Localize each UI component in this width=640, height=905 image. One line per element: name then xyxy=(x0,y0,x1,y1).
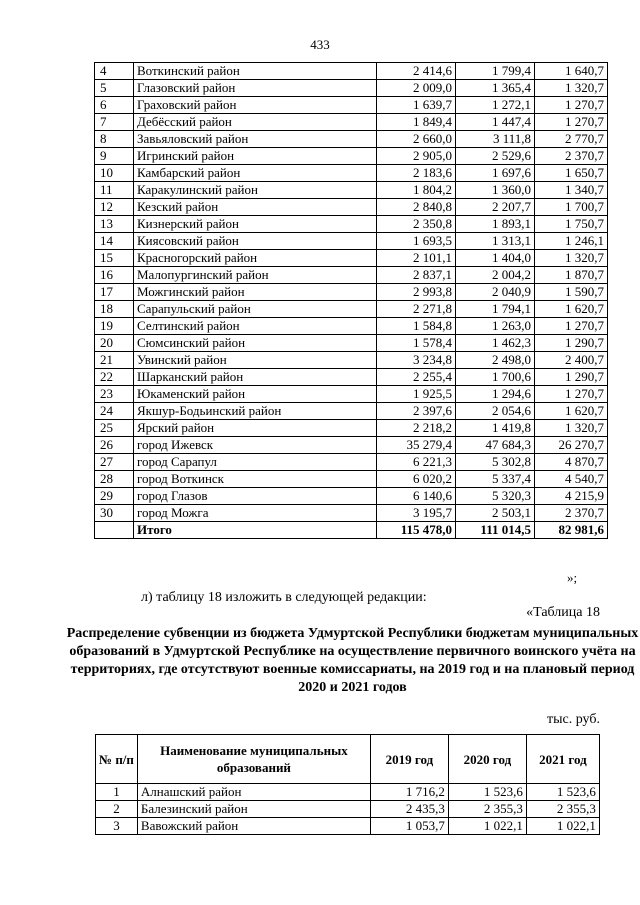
table-row xyxy=(95,403,608,420)
table-row xyxy=(95,199,608,216)
row-num: 30 xyxy=(95,505,134,522)
row-2021: 4 215,9 xyxy=(535,488,608,505)
row-num: 14 xyxy=(95,233,134,250)
table-row xyxy=(95,488,608,505)
row-2021: 1 022,1 xyxy=(526,818,599,835)
row-name: Игринский район xyxy=(134,148,377,165)
row-2019: 2 993,8 xyxy=(377,284,456,301)
row-2020: 1 365,4 xyxy=(456,80,535,97)
row-2021: 4 540,7 xyxy=(535,471,608,488)
table-row xyxy=(95,454,608,471)
row-2021: 1 870,7 xyxy=(535,267,608,284)
row-2021: 1 590,7 xyxy=(535,284,608,301)
row-name: Граховский район xyxy=(134,97,377,114)
row-2021: 1 270,7 xyxy=(535,114,608,131)
table-header-row xyxy=(96,735,600,784)
row-name: Дебёсский район xyxy=(134,114,377,131)
row-2019: 3 234,8 xyxy=(377,352,456,369)
row-name: город Глазов xyxy=(134,488,377,505)
row-2020: 1 404,0 xyxy=(456,250,535,267)
row-2019: 2 660,0 xyxy=(377,131,456,148)
row-2020: 47 684,3 xyxy=(456,437,535,454)
row-name: Юкаменский район xyxy=(134,386,377,403)
row-2021: 2 400,7 xyxy=(535,352,608,369)
row-num: 5 xyxy=(95,80,134,97)
row-2020: 1 447,4 xyxy=(456,114,535,131)
table-row xyxy=(95,369,608,386)
row-2020: 2 355,3 xyxy=(448,801,526,818)
table-row xyxy=(96,801,600,818)
row-num: 24 xyxy=(95,403,134,420)
row-2021: 2 770,7 xyxy=(535,131,608,148)
row-name: Каракулинский район xyxy=(134,182,377,199)
row-2020: 1 022,1 xyxy=(448,818,526,835)
row-2020: 1 462,3 xyxy=(456,335,535,352)
total-2020: 111 014,5 xyxy=(456,522,535,539)
table-row xyxy=(95,80,608,97)
header-num: № п/п xyxy=(96,735,138,784)
row-name: Красногорский район xyxy=(134,250,377,267)
table-total-row xyxy=(95,522,608,539)
row-num: 4 xyxy=(95,63,134,80)
row-2019: 35 279,4 xyxy=(377,437,456,454)
row-2020: 1 360,0 xyxy=(456,182,535,199)
row-name: Якшур-Бодьинский район xyxy=(134,403,377,420)
row-num: 10 xyxy=(95,165,134,182)
row-name: Ярский район xyxy=(134,420,377,437)
row-name: Завьяловский район xyxy=(134,131,377,148)
table-row xyxy=(95,284,608,301)
row-2020: 1 799,4 xyxy=(456,63,535,80)
row-num: 1 xyxy=(96,784,138,801)
row-name: Балезинский район xyxy=(137,801,370,818)
row-num: 9 xyxy=(95,148,134,165)
row-2021: 2 370,7 xyxy=(535,148,608,165)
row-2020: 2 529,6 xyxy=(456,148,535,165)
table-row xyxy=(96,784,600,801)
row-2020: 2 503,1 xyxy=(456,505,535,522)
row-name: Шарканский район xyxy=(134,369,377,386)
row-2020: 5 337,4 xyxy=(456,471,535,488)
row-name: Сарапульский район xyxy=(134,301,377,318)
row-num: 15 xyxy=(95,250,134,267)
row-2019: 2 837,1 xyxy=(377,267,456,284)
row-2020: 2 054,6 xyxy=(456,403,535,420)
row-num: 25 xyxy=(95,420,134,437)
table-row xyxy=(95,301,608,318)
row-2020: 5 302,8 xyxy=(456,454,535,471)
subvention-table xyxy=(95,734,600,835)
table-row xyxy=(95,63,608,80)
row-2021: 1 750,7 xyxy=(535,216,608,233)
row-num: 22 xyxy=(95,369,134,386)
row-num: 27 xyxy=(95,454,134,471)
row-2020: 1 272,1 xyxy=(456,97,535,114)
row-2019: 1 716,2 xyxy=(370,784,448,801)
total-2021: 82 981,6 xyxy=(535,522,608,539)
allocation-table-continued xyxy=(94,62,608,539)
row-2020: 5 320,3 xyxy=(456,488,535,505)
row-2019: 1 693,5 xyxy=(377,233,456,250)
row-2021: 2 370,7 xyxy=(535,505,608,522)
row-2020: 1 294,6 xyxy=(456,386,535,403)
row-2019: 3 195,7 xyxy=(377,505,456,522)
row-num: 17 xyxy=(95,284,134,301)
row-name: Воткинский район xyxy=(134,63,377,80)
row-2019: 6 221,3 xyxy=(377,454,456,471)
row-num: 19 xyxy=(95,318,134,335)
row-num: 23 xyxy=(95,386,134,403)
row-2021: 1 523,6 xyxy=(526,784,599,801)
table-row xyxy=(95,335,608,352)
row-2019: 2 183,6 xyxy=(377,165,456,182)
table-row xyxy=(95,250,608,267)
row-2020: 2 040,9 xyxy=(456,284,535,301)
row-num: 12 xyxy=(95,199,134,216)
table-row xyxy=(95,114,608,131)
row-2019: 1 925,5 xyxy=(377,386,456,403)
row-num: 11 xyxy=(95,182,134,199)
row-2019: 2 435,3 xyxy=(370,801,448,818)
row-name: Киясовский район xyxy=(134,233,377,250)
table-row xyxy=(95,131,608,148)
row-name: Вавожский район xyxy=(137,818,370,835)
row-2021: 1 700,7 xyxy=(535,199,608,216)
row-num: 3 xyxy=(96,818,138,835)
table-row xyxy=(95,233,608,250)
table-row xyxy=(95,420,608,437)
row-2019: 1 639,7 xyxy=(377,97,456,114)
row-name: город Воткинск xyxy=(134,471,377,488)
row-2019: 1 053,7 xyxy=(370,818,448,835)
table-row xyxy=(95,352,608,369)
row-2021: 1 246,1 xyxy=(535,233,608,250)
row-2021: 1 270,7 xyxy=(535,97,608,114)
closing-quote-mark: »; xyxy=(567,570,578,585)
row-2019: 2 218,2 xyxy=(377,420,456,437)
table-row xyxy=(95,386,608,403)
row-2021: 1 620,7 xyxy=(535,403,608,420)
row-2020: 2 004,2 xyxy=(456,267,535,284)
row-num: 29 xyxy=(95,488,134,505)
row-num: 20 xyxy=(95,335,134,352)
header-name: Наименование муниципальных образований xyxy=(137,735,370,784)
total-2019: 115 478,0 xyxy=(377,522,456,539)
row-name: город Сарапул xyxy=(134,454,377,471)
row-2020: 1 523,6 xyxy=(448,784,526,801)
row-name: Увинский район xyxy=(134,352,377,369)
row-num: 2 xyxy=(96,801,138,818)
row-name: Малопургинский район xyxy=(134,267,377,284)
row-2021: 1 620,7 xyxy=(535,301,608,318)
row-name: Можгинский район xyxy=(134,284,377,301)
header-2021: 2021 год xyxy=(526,735,599,784)
row-name: Кизнерский район xyxy=(134,216,377,233)
row-name: Кезский район xyxy=(134,199,377,216)
row-2021: 1 320,7 xyxy=(535,420,608,437)
row-2020: 1 794,1 xyxy=(456,301,535,318)
row-2021: 1 270,7 xyxy=(535,318,608,335)
row-2021: 1 290,7 xyxy=(535,369,608,386)
row-2019: 2 271,8 xyxy=(377,301,456,318)
row-num: 26 xyxy=(95,437,134,454)
row-num: 13 xyxy=(95,216,134,233)
row-2020: 1 893,1 xyxy=(456,216,535,233)
row-2019: 1 804,2 xyxy=(377,182,456,199)
row-2019: 2 009,0 xyxy=(377,80,456,97)
row-2020: 3 111,8 xyxy=(456,131,535,148)
row-name: Алнашский район xyxy=(137,784,370,801)
row-2021: 1 270,7 xyxy=(535,386,608,403)
header-2020: 2020 год xyxy=(448,735,526,784)
units-label: тыс. руб. xyxy=(547,712,600,727)
row-name: город Ижевск xyxy=(134,437,377,454)
row-2021: 4 870,7 xyxy=(535,454,608,471)
row-2020: 1 313,1 xyxy=(456,233,535,250)
row-num: 16 xyxy=(95,267,134,284)
row-2021: 26 270,7 xyxy=(535,437,608,454)
row-2019: 2 101,1 xyxy=(377,250,456,267)
table-heading: Распределение субвенции из бюджета Удмуртской Республики бюджетам муниципальных образований в Удмуртской Республике на осуществление первичного воинского учёта на территориях, где отсутствуют военные комиссариаты, на 2019 год и на плановый период 2020 и 2021 годов xyxy=(66,626,639,695)
row-2021: 1 320,7 xyxy=(535,250,608,267)
table-row xyxy=(96,818,600,835)
row-2020: 1 263,0 xyxy=(456,318,535,335)
row-2019: 2 840,8 xyxy=(377,199,456,216)
row-name: Глазовский район xyxy=(134,80,377,97)
table-row xyxy=(95,165,608,182)
row-2021: 1 340,7 xyxy=(535,182,608,199)
total-label: Итого xyxy=(134,522,377,539)
row-num: 18 xyxy=(95,301,134,318)
table-row xyxy=(95,148,608,165)
total-num-cell xyxy=(95,522,134,539)
amendment-instruction: л) таблицу 18 изложить в следующей редакции: xyxy=(141,590,427,605)
table-row xyxy=(95,267,608,284)
table-row xyxy=(95,505,608,522)
row-2020: 2 207,7 xyxy=(456,199,535,216)
row-2021: 1 640,7 xyxy=(535,63,608,80)
row-2019: 6 020,2 xyxy=(377,471,456,488)
row-num: 8 xyxy=(95,131,134,148)
row-name: Камбарский район xyxy=(134,165,377,182)
row-2019: 6 140,6 xyxy=(377,488,456,505)
page-number: 433 xyxy=(310,37,330,52)
row-2021: 2 355,3 xyxy=(526,801,599,818)
row-2019: 1 849,4 xyxy=(377,114,456,131)
row-2019: 2 905,0 xyxy=(377,148,456,165)
table-row xyxy=(95,437,608,454)
row-num: 28 xyxy=(95,471,134,488)
table-row xyxy=(95,97,608,114)
row-2020: 1 700,6 xyxy=(456,369,535,386)
row-2019: 1 578,4 xyxy=(377,335,456,352)
row-2019: 2 255,4 xyxy=(377,369,456,386)
row-name: Сюмсинский район xyxy=(134,335,377,352)
row-num: 7 xyxy=(95,114,134,131)
row-2019: 2 350,8 xyxy=(377,216,456,233)
table-row xyxy=(95,182,608,199)
table-label: «Таблица 18 xyxy=(526,605,600,620)
row-2020: 2 498,0 xyxy=(456,352,535,369)
row-2021: 1 320,7 xyxy=(535,80,608,97)
table-row xyxy=(95,318,608,335)
row-name: Селтинский район xyxy=(134,318,377,335)
row-num: 6 xyxy=(95,97,134,114)
row-2020: 1 419,8 xyxy=(456,420,535,437)
table-row xyxy=(95,471,608,488)
table-row xyxy=(95,216,608,233)
row-name: город Можга xyxy=(134,505,377,522)
header-2019: 2019 год xyxy=(370,735,448,784)
row-2019: 2 397,6 xyxy=(377,403,456,420)
row-2019: 2 414,6 xyxy=(377,63,456,80)
row-2021: 1 290,7 xyxy=(535,335,608,352)
row-2019: 1 584,8 xyxy=(377,318,456,335)
row-2020: 1 697,6 xyxy=(456,165,535,182)
row-num: 21 xyxy=(95,352,134,369)
row-2021: 1 650,7 xyxy=(535,165,608,182)
